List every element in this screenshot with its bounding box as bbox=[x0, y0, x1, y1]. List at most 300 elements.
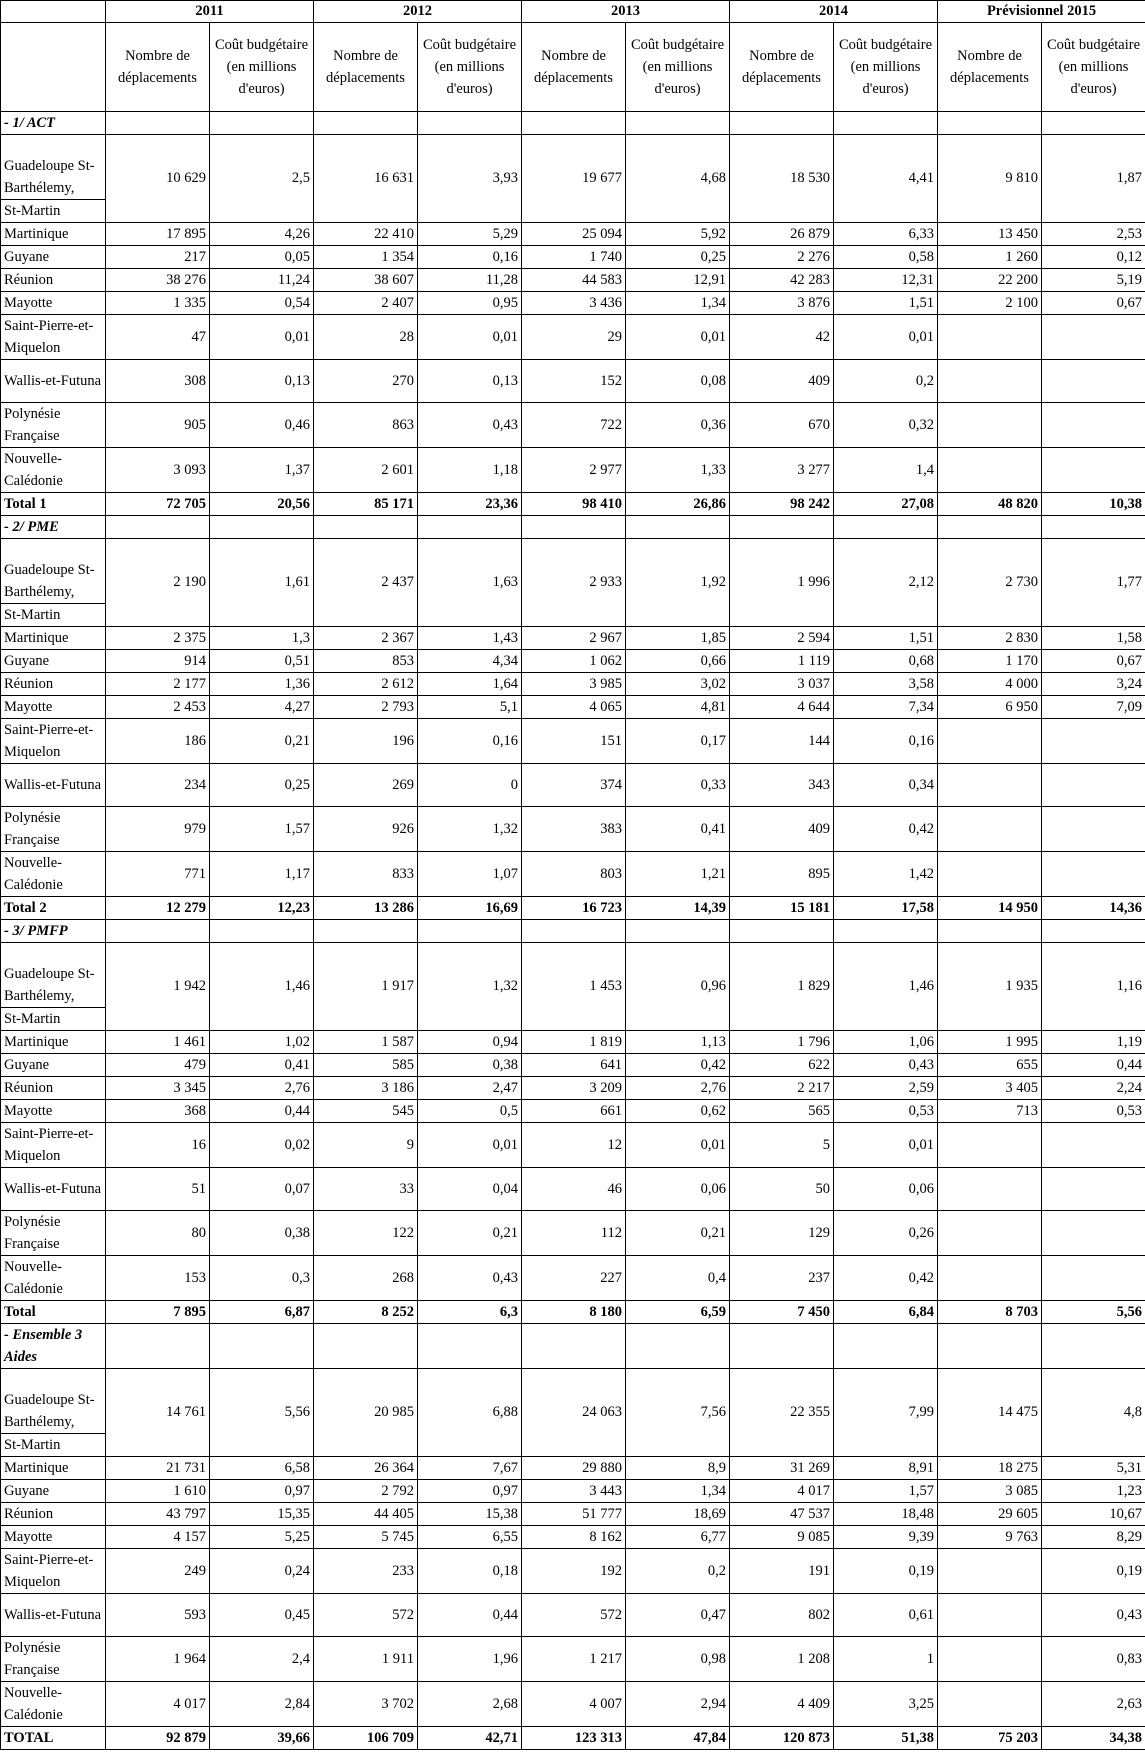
section-header-row bbox=[1, 920, 1145, 943]
cost-value: 3,02 bbox=[626, 673, 730, 696]
table-row bbox=[1, 696, 1145, 719]
cost-value: 1,06 bbox=[834, 1031, 938, 1054]
trips-value: 249 bbox=[106, 1549, 210, 1594]
cost-value: 6,88 bbox=[418, 1369, 522, 1457]
cost-value: 2,24 bbox=[1042, 1077, 1145, 1100]
cost-value: 0,98 bbox=[626, 1637, 730, 1682]
trips-value: 1 260 bbox=[938, 246, 1042, 269]
trips-value: 1 829 bbox=[730, 943, 834, 1031]
cost-value: 0,25 bbox=[626, 246, 730, 269]
cost-value: 0,01 bbox=[418, 1123, 522, 1168]
cost-value: 1,16 bbox=[1042, 943, 1145, 1031]
table-row bbox=[1, 807, 1145, 852]
trips-value: 479 bbox=[106, 1054, 210, 1077]
total-cost-value: 14,36 bbox=[1042, 897, 1145, 920]
cost-value: 1,58 bbox=[1042, 627, 1145, 650]
cost-value: 1,63 bbox=[418, 539, 522, 627]
cost-value: 2,76 bbox=[210, 1077, 314, 1100]
trips-value: 5 bbox=[730, 1123, 834, 1168]
trips-value: 2 407 bbox=[314, 292, 418, 315]
cost-value: 6,33 bbox=[834, 223, 938, 246]
trips-value: 16 bbox=[106, 1123, 210, 1168]
trips-value: 10 629 bbox=[106, 135, 210, 223]
total-cost-value: 17,58 bbox=[834, 897, 938, 920]
cost-value: 0,83 bbox=[1042, 1637, 1145, 1682]
total-trips-value: 12 279 bbox=[106, 897, 210, 920]
trips-value: 196 bbox=[314, 719, 418, 764]
trips-value: 186 bbox=[106, 719, 210, 764]
table-row bbox=[1, 627, 1145, 650]
total-cost-value: 27,08 bbox=[834, 493, 938, 516]
trips-value bbox=[938, 1682, 1042, 1727]
table-row bbox=[1, 403, 1145, 448]
trips-value: 29 605 bbox=[938, 1503, 1042, 1526]
cost-value: 1,17 bbox=[210, 852, 314, 897]
cost-value bbox=[1042, 1168, 1145, 1211]
empty-cell bbox=[938, 112, 1042, 135]
empty-cell bbox=[938, 920, 1042, 943]
col-trips-header: Nombre de déplacements bbox=[106, 23, 210, 112]
trips-value: 905 bbox=[106, 403, 210, 448]
total-trips-value: 98 410 bbox=[522, 493, 626, 516]
cost-value: 0,06 bbox=[626, 1168, 730, 1211]
trips-value: 3 702 bbox=[314, 1682, 418, 1727]
trips-value: 3 985 bbox=[522, 673, 626, 696]
section-title: - 1/ ACT bbox=[1, 112, 106, 135]
trips-value bbox=[938, 360, 1042, 403]
territory-label: Polynésie Française bbox=[1, 403, 106, 448]
cost-value: 0,2 bbox=[626, 1549, 730, 1594]
cost-value: 2,53 bbox=[1042, 223, 1145, 246]
trips-value: 3 186 bbox=[314, 1077, 418, 1100]
table-row bbox=[1, 1031, 1145, 1054]
total-row bbox=[1, 1727, 1145, 1750]
trips-value bbox=[938, 1637, 1042, 1682]
trips-value: 18 530 bbox=[730, 135, 834, 223]
total-cost-value: 6,84 bbox=[834, 1301, 938, 1324]
trips-value: 979 bbox=[106, 807, 210, 852]
table-row bbox=[1, 315, 1145, 360]
section-header-row bbox=[1, 1324, 1145, 1369]
empty-cell bbox=[210, 920, 314, 943]
cost-value: 7,34 bbox=[834, 696, 938, 719]
trips-value: 2 830 bbox=[938, 627, 1042, 650]
trips-value: 771 bbox=[106, 852, 210, 897]
empty-cell bbox=[210, 516, 314, 539]
territory-label: Mayotte bbox=[1, 1526, 106, 1549]
total-trips-value: 120 873 bbox=[730, 1727, 834, 1750]
corner-cell bbox=[1, 23, 106, 112]
cost-value: 0,32 bbox=[834, 403, 938, 448]
cost-value bbox=[1042, 1256, 1145, 1301]
trips-value: 1 911 bbox=[314, 1637, 418, 1682]
table-row bbox=[1, 448, 1145, 493]
total-cost-value: 26,86 bbox=[626, 493, 730, 516]
table-row bbox=[1, 1054, 1145, 1077]
trips-value: 1 062 bbox=[522, 650, 626, 673]
cost-value: 0,13 bbox=[418, 360, 522, 403]
territory-label: Wallis-et-Futuna bbox=[1, 1594, 106, 1637]
empty-cell bbox=[522, 1324, 626, 1369]
cost-value: 3,24 bbox=[1042, 673, 1145, 696]
total-cost-value: 34,38 bbox=[1042, 1727, 1145, 1750]
trips-value: 14 475 bbox=[938, 1369, 1042, 1457]
cost-value: 0,42 bbox=[834, 1256, 938, 1301]
cost-value: 1,61 bbox=[210, 539, 314, 627]
cost-value: 0,58 bbox=[834, 246, 938, 269]
cost-value: 12,91 bbox=[626, 269, 730, 292]
col-cost-header: Coût budgétaire (en millions d'euros) bbox=[1042, 23, 1145, 112]
territory-label: Réunion bbox=[1, 269, 106, 292]
cost-value bbox=[1042, 1211, 1145, 1256]
cost-value: 4,41 bbox=[834, 135, 938, 223]
cost-value: 0,05 bbox=[210, 246, 314, 269]
cost-value: 18,69 bbox=[626, 1503, 730, 1526]
col-cost-header: Coût budgétaire (en millions d'euros) bbox=[834, 23, 938, 112]
cost-value: 1,51 bbox=[834, 627, 938, 650]
total-trips-value: 13 286 bbox=[314, 897, 418, 920]
empty-cell bbox=[938, 1324, 1042, 1369]
trips-value: 713 bbox=[938, 1100, 1042, 1123]
cost-value: 1,19 bbox=[1042, 1031, 1145, 1054]
trips-value: 9 bbox=[314, 1123, 418, 1168]
empty-cell bbox=[210, 112, 314, 135]
total-trips-value: 14 950 bbox=[938, 897, 1042, 920]
cost-value: 5,1 bbox=[418, 696, 522, 719]
cost-value: 9,39 bbox=[834, 1526, 938, 1549]
cost-value: 7,56 bbox=[626, 1369, 730, 1457]
total-cost-value: 42,71 bbox=[418, 1727, 522, 1750]
territory-label: Martinique bbox=[1, 627, 106, 650]
cost-value: 5,25 bbox=[210, 1526, 314, 1549]
territory-label: Martinique bbox=[1, 1031, 106, 1054]
table-row bbox=[1, 223, 1145, 246]
total-cost-value: 16,69 bbox=[418, 897, 522, 920]
territory-label bbox=[1, 1369, 106, 1457]
cost-value: 0,19 bbox=[834, 1549, 938, 1594]
empty-cell bbox=[210, 1324, 314, 1369]
section-title: - 2/ PME bbox=[1, 516, 106, 539]
empty-cell bbox=[1042, 516, 1145, 539]
cost-value: 7,99 bbox=[834, 1369, 938, 1457]
trips-value: 3 209 bbox=[522, 1077, 626, 1100]
year-header-row bbox=[1, 1, 1145, 23]
total-cost-value: 39,66 bbox=[210, 1727, 314, 1750]
trips-value: 122 bbox=[314, 1211, 418, 1256]
trips-value: 1 796 bbox=[730, 1031, 834, 1054]
trips-value: 2 177 bbox=[106, 673, 210, 696]
year-header: 2011 bbox=[106, 1, 314, 23]
cost-value: 7,09 bbox=[1042, 696, 1145, 719]
territory-label: Martinique bbox=[1, 223, 106, 246]
total-trips-value: 7 450 bbox=[730, 1301, 834, 1324]
cost-value: 0,16 bbox=[418, 719, 522, 764]
cost-value: 0,61 bbox=[834, 1594, 938, 1637]
empty-cell bbox=[106, 112, 210, 135]
empty-cell bbox=[1042, 1324, 1145, 1369]
cost-value: 1,21 bbox=[626, 852, 730, 897]
cost-value: 6,58 bbox=[210, 1457, 314, 1480]
cost-value: 0,5 bbox=[418, 1100, 522, 1123]
cost-value: 0,96 bbox=[626, 943, 730, 1031]
cost-value: 0,43 bbox=[834, 1054, 938, 1077]
territory-label bbox=[1, 539, 106, 627]
cost-value: 1,46 bbox=[834, 943, 938, 1031]
empty-cell bbox=[730, 516, 834, 539]
table-row bbox=[1, 1256, 1145, 1301]
trips-value: 19 677 bbox=[522, 135, 626, 223]
table-row bbox=[1, 943, 1145, 1031]
cost-value: 5,31 bbox=[1042, 1457, 1145, 1480]
territory-label-line1: Guadeloupe St-Barthélemy, bbox=[4, 1392, 95, 1430]
table-row bbox=[1, 764, 1145, 807]
trips-value: 6 950 bbox=[938, 696, 1042, 719]
table-row bbox=[1, 1682, 1145, 1727]
cost-value: 1,33 bbox=[626, 448, 730, 493]
total-cost-value: 6,59 bbox=[626, 1301, 730, 1324]
trips-value: 33 bbox=[314, 1168, 418, 1211]
cost-value: 8,91 bbox=[834, 1457, 938, 1480]
cost-value: 4,81 bbox=[626, 696, 730, 719]
cost-value: 0,02 bbox=[210, 1123, 314, 1168]
total-label: Total 2 bbox=[1, 897, 106, 920]
trips-value: 1 119 bbox=[730, 650, 834, 673]
cost-value: 2,84 bbox=[210, 1682, 314, 1727]
cost-value: 0,16 bbox=[418, 246, 522, 269]
table-row bbox=[1, 1077, 1145, 1100]
cost-value bbox=[1042, 852, 1145, 897]
cost-value: 10,67 bbox=[1042, 1503, 1145, 1526]
cost-value: 0,43 bbox=[418, 1256, 522, 1301]
total-trips-value: 75 203 bbox=[938, 1727, 1042, 1750]
cost-value: 0,67 bbox=[1042, 292, 1145, 315]
trips-value: 47 bbox=[106, 315, 210, 360]
total-trips-value: 85 171 bbox=[314, 493, 418, 516]
trips-value: 1 354 bbox=[314, 246, 418, 269]
trips-value: 234 bbox=[106, 764, 210, 807]
trips-value: 38 607 bbox=[314, 269, 418, 292]
cost-value: 0,34 bbox=[834, 764, 938, 807]
cost-value: 1,32 bbox=[418, 943, 522, 1031]
cost-value: 0,3 bbox=[210, 1256, 314, 1301]
cost-value: 1,02 bbox=[210, 1031, 314, 1054]
trips-value: 4 157 bbox=[106, 1526, 210, 1549]
empty-cell bbox=[730, 920, 834, 943]
trips-value: 12 bbox=[522, 1123, 626, 1168]
cost-value: 0,43 bbox=[1042, 1594, 1145, 1637]
territory-label: Saint-Pierre-et-Miquelon bbox=[1, 1123, 106, 1168]
cost-value: 0,38 bbox=[418, 1054, 522, 1077]
trips-value: 2 977 bbox=[522, 448, 626, 493]
cost-value: 0,01 bbox=[834, 315, 938, 360]
cost-value: 15,35 bbox=[210, 1503, 314, 1526]
cost-value: 0,38 bbox=[210, 1211, 314, 1256]
total-cost-value: 5,56 bbox=[1042, 1301, 1145, 1324]
empty-cell bbox=[730, 1324, 834, 1369]
col-cost-header: Coût budgétaire (en millions d'euros) bbox=[210, 23, 314, 112]
trips-value bbox=[938, 315, 1042, 360]
cost-value: 6,77 bbox=[626, 1526, 730, 1549]
empty-cell bbox=[314, 516, 418, 539]
trips-value: 237 bbox=[730, 1256, 834, 1301]
territory-label: Mayotte bbox=[1, 292, 106, 315]
trips-value: 3 037 bbox=[730, 673, 834, 696]
territory-label: Nouvelle-Calédonie bbox=[1, 852, 106, 897]
cost-value: 0,53 bbox=[834, 1100, 938, 1123]
total-trips-value: 7 895 bbox=[106, 1301, 210, 1324]
trips-value: 31 269 bbox=[730, 1457, 834, 1480]
trips-value: 269 bbox=[314, 764, 418, 807]
cost-value: 4,68 bbox=[626, 135, 730, 223]
cost-value: 8,29 bbox=[1042, 1526, 1145, 1549]
cost-value: 0,42 bbox=[626, 1054, 730, 1077]
empty-cell bbox=[106, 1324, 210, 1369]
total-row bbox=[1, 493, 1145, 516]
total-cost-value: 20,56 bbox=[210, 493, 314, 516]
territory-label: Réunion bbox=[1, 1077, 106, 1100]
year-header: Prévisionnel 2015 bbox=[938, 1, 1145, 23]
territory-label: Nouvelle-Calédonie bbox=[1, 1682, 106, 1727]
total-trips-value: 8 703 bbox=[938, 1301, 1042, 1324]
empty-cell bbox=[626, 112, 730, 135]
cost-value: 2,12 bbox=[834, 539, 938, 627]
empty-cell bbox=[522, 516, 626, 539]
empty-cell bbox=[418, 1324, 522, 1369]
trips-value: 17 895 bbox=[106, 223, 210, 246]
trips-value: 51 bbox=[106, 1168, 210, 1211]
empty-cell bbox=[418, 516, 522, 539]
total-row bbox=[1, 897, 1145, 920]
trips-value: 4 065 bbox=[522, 696, 626, 719]
total-cost-value: 12,23 bbox=[210, 897, 314, 920]
total-cost-value: 23,36 bbox=[418, 493, 522, 516]
trips-value: 43 797 bbox=[106, 1503, 210, 1526]
cost-value: 0,01 bbox=[834, 1123, 938, 1168]
trips-value: 227 bbox=[522, 1256, 626, 1301]
trips-value: 853 bbox=[314, 650, 418, 673]
cost-value: 7,67 bbox=[418, 1457, 522, 1480]
table-row bbox=[1, 1503, 1145, 1526]
empty-cell bbox=[730, 112, 834, 135]
cost-value: 1,43 bbox=[418, 627, 522, 650]
col-trips-header: Nombre de déplacements bbox=[314, 23, 418, 112]
total-label: Total bbox=[1, 1301, 106, 1324]
territory-label: Guyane bbox=[1, 246, 106, 269]
table-row bbox=[1, 1594, 1145, 1637]
territory-label: Réunion bbox=[1, 673, 106, 696]
trips-value: 593 bbox=[106, 1594, 210, 1637]
table-row bbox=[1, 650, 1145, 673]
empty-cell bbox=[106, 516, 210, 539]
table-row bbox=[1, 539, 1145, 627]
table-row bbox=[1, 269, 1145, 292]
trips-value: 50 bbox=[730, 1168, 834, 1211]
cost-value: 0,53 bbox=[1042, 1100, 1145, 1123]
cost-value: 1,07 bbox=[418, 852, 522, 897]
trips-value: 26 879 bbox=[730, 223, 834, 246]
trips-value: 1 610 bbox=[106, 1480, 210, 1503]
trips-value: 38 276 bbox=[106, 269, 210, 292]
trips-value: 1 453 bbox=[522, 943, 626, 1031]
cost-value: 0,01 bbox=[210, 315, 314, 360]
empty-cell bbox=[834, 516, 938, 539]
cost-value: 0,01 bbox=[626, 1123, 730, 1168]
trips-value: 545 bbox=[314, 1100, 418, 1123]
cost-value: 2,5 bbox=[210, 135, 314, 223]
cost-value: 0,44 bbox=[1042, 1054, 1145, 1077]
total-row bbox=[1, 1301, 1145, 1324]
trips-value: 409 bbox=[730, 807, 834, 852]
cost-value: 3,58 bbox=[834, 673, 938, 696]
cost-value: 2,94 bbox=[626, 1682, 730, 1727]
cost-value: 0,2 bbox=[834, 360, 938, 403]
total-trips-value: 72 705 bbox=[106, 493, 210, 516]
trips-value: 1 335 bbox=[106, 292, 210, 315]
cost-value: 1,87 bbox=[1042, 135, 1145, 223]
trips-value: 3 093 bbox=[106, 448, 210, 493]
table-row bbox=[1, 719, 1145, 764]
trips-value: 1 819 bbox=[522, 1031, 626, 1054]
cost-value bbox=[1042, 764, 1145, 807]
cost-value: 0,26 bbox=[834, 1211, 938, 1256]
cost-value: 0,12 bbox=[1042, 246, 1145, 269]
trips-value: 217 bbox=[106, 246, 210, 269]
cost-value: 1,36 bbox=[210, 673, 314, 696]
cost-value: 4,34 bbox=[418, 650, 522, 673]
territory-label: Guyane bbox=[1, 650, 106, 673]
trips-value: 1 208 bbox=[730, 1637, 834, 1682]
trips-value: 722 bbox=[522, 403, 626, 448]
table-row bbox=[1, 1457, 1145, 1480]
trips-value: 44 405 bbox=[314, 1503, 418, 1526]
cost-value: 1,77 bbox=[1042, 539, 1145, 627]
trips-value: 1 740 bbox=[522, 246, 626, 269]
cost-value: 0,08 bbox=[626, 360, 730, 403]
cost-value: 15,38 bbox=[418, 1503, 522, 1526]
trips-value: 1 996 bbox=[730, 539, 834, 627]
cost-value: 0,54 bbox=[210, 292, 314, 315]
trips-value: 80 bbox=[106, 1211, 210, 1256]
empty-cell bbox=[834, 920, 938, 943]
territory-label: Guyane bbox=[1, 1054, 106, 1077]
territory-label-line2: St-Martin bbox=[1, 199, 105, 222]
table-row bbox=[1, 1211, 1145, 1256]
cost-value: 5,19 bbox=[1042, 269, 1145, 292]
year-header: 2012 bbox=[314, 1, 522, 23]
trips-value: 51 777 bbox=[522, 1503, 626, 1526]
cost-value: 1,18 bbox=[418, 448, 522, 493]
cost-value: 0,62 bbox=[626, 1100, 730, 1123]
trips-value: 2 933 bbox=[522, 539, 626, 627]
trips-value: 3 277 bbox=[730, 448, 834, 493]
territory-label: Guyane bbox=[1, 1480, 106, 1503]
col-cost-header: Coût budgétaire (en millions d'euros) bbox=[418, 23, 522, 112]
trips-value bbox=[938, 852, 1042, 897]
trips-value: 572 bbox=[314, 1594, 418, 1637]
trips-value: 565 bbox=[730, 1100, 834, 1123]
trips-value: 144 bbox=[730, 719, 834, 764]
territory-label: Polynésie Française bbox=[1, 1211, 106, 1256]
trips-value: 3 405 bbox=[938, 1077, 1042, 1100]
cost-value: 2,63 bbox=[1042, 1682, 1145, 1727]
trips-value: 5 745 bbox=[314, 1526, 418, 1549]
cost-value: 0,21 bbox=[626, 1211, 730, 1256]
cost-value: 1,57 bbox=[210, 807, 314, 852]
trips-value: 409 bbox=[730, 360, 834, 403]
total-trips-value: 106 709 bbox=[314, 1727, 418, 1750]
table-row bbox=[1, 1100, 1145, 1123]
territory-label-line1: Guadeloupe St-Barthélemy, bbox=[4, 966, 95, 1004]
